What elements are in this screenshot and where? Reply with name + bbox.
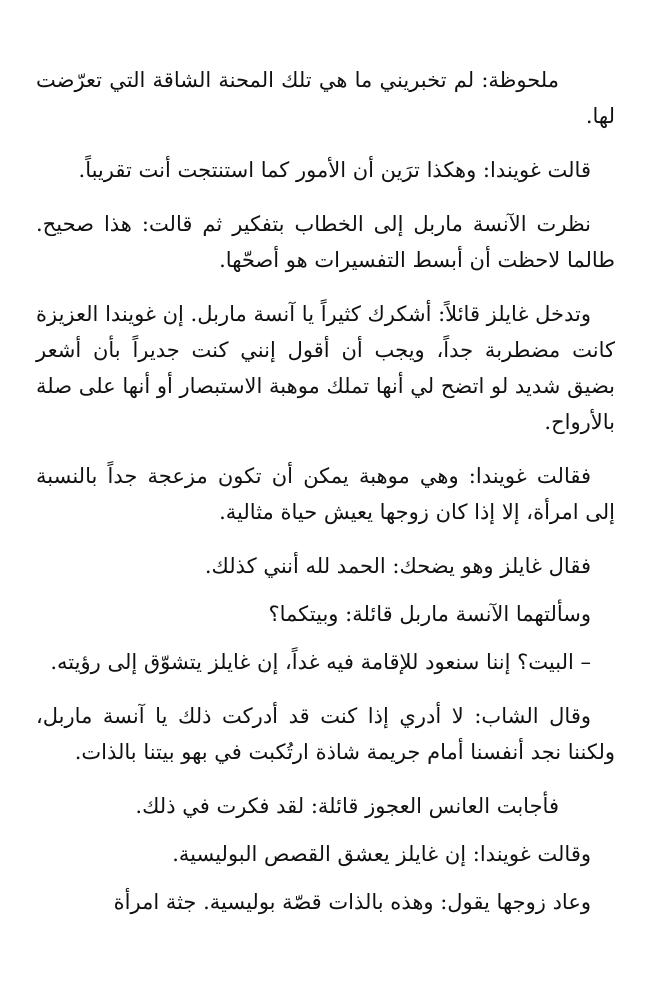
paragraph-7: وسألتهما الآنسة ماربل قائلة: وبيتكما؟	[268, 602, 591, 626]
paragraph-2: قالت غويندا: وهكذا ترَين أن الأمور كما استنتجت أنت تقريباً.	[78, 158, 591, 182]
book-page	[36, 62, 615, 938]
paragraph-3: نظرت الآنسة ماربل إلى الخطاب بتفكير ثم قالت: هذا صحيح. طالما لاحظت أن أبسط التفسيرات هو أصحّها.	[36, 212, 615, 272]
paragraph-9: وقال الشاب: لا أدري إذا كنت قد أدركت ذلك يا آنسة ماربل، ولكننا نجد أنفسنا أمام جريمة شاذة ارتُكبت في بهو بيتنا بالذات.	[36, 704, 615, 764]
paragraph-11: وقالت غويندا: إن غايلز يعشق القصص البوليسية.	[172, 842, 591, 866]
paragraph-8: – البيت؟ إننا سنعود للإقامة فيه غداً، إن غايلز يتشوّق إلى رؤيته.	[50, 650, 591, 674]
paragraph-1: ملحوظة: لم تخبريني ما هي تلك المحنة الشاقة التي تعرّضت لها.	[36, 68, 615, 128]
paragraph-4: وتدخل غايلز قائلاً: أشكرك كثيراً يا آنسة ماربل. إن غويندا العزيزة كانت مضطربة جداً، ويجب أن أقول إنني كنت جديراً بأن أشعر بضيق شديد لو اتضح لي أنها تملك موهبة الاستبصار أو أنها على صلة بالأرواح.	[36, 302, 615, 434]
paragraph-10: فأجابت العانس العجوز قائلة: لقد فكرت في ذلك.	[135, 794, 559, 818]
paragraph-12: وعاد زوجها يقول: وهذه بالذات قصّة بوليسية. جثة امرأة	[113, 890, 591, 914]
paragraph-6: فقال غايلز وهو يضحك: الحمد لله أنني كذلك.	[204, 554, 591, 578]
paragraph-5: فقالت غويندا: وهي موهبة يمكن أن تكون مزعجة جداً بالنسبة إلى امرأة، إلا إذا كان زوجها يعيش حياة مثالية.	[36, 464, 615, 524]
